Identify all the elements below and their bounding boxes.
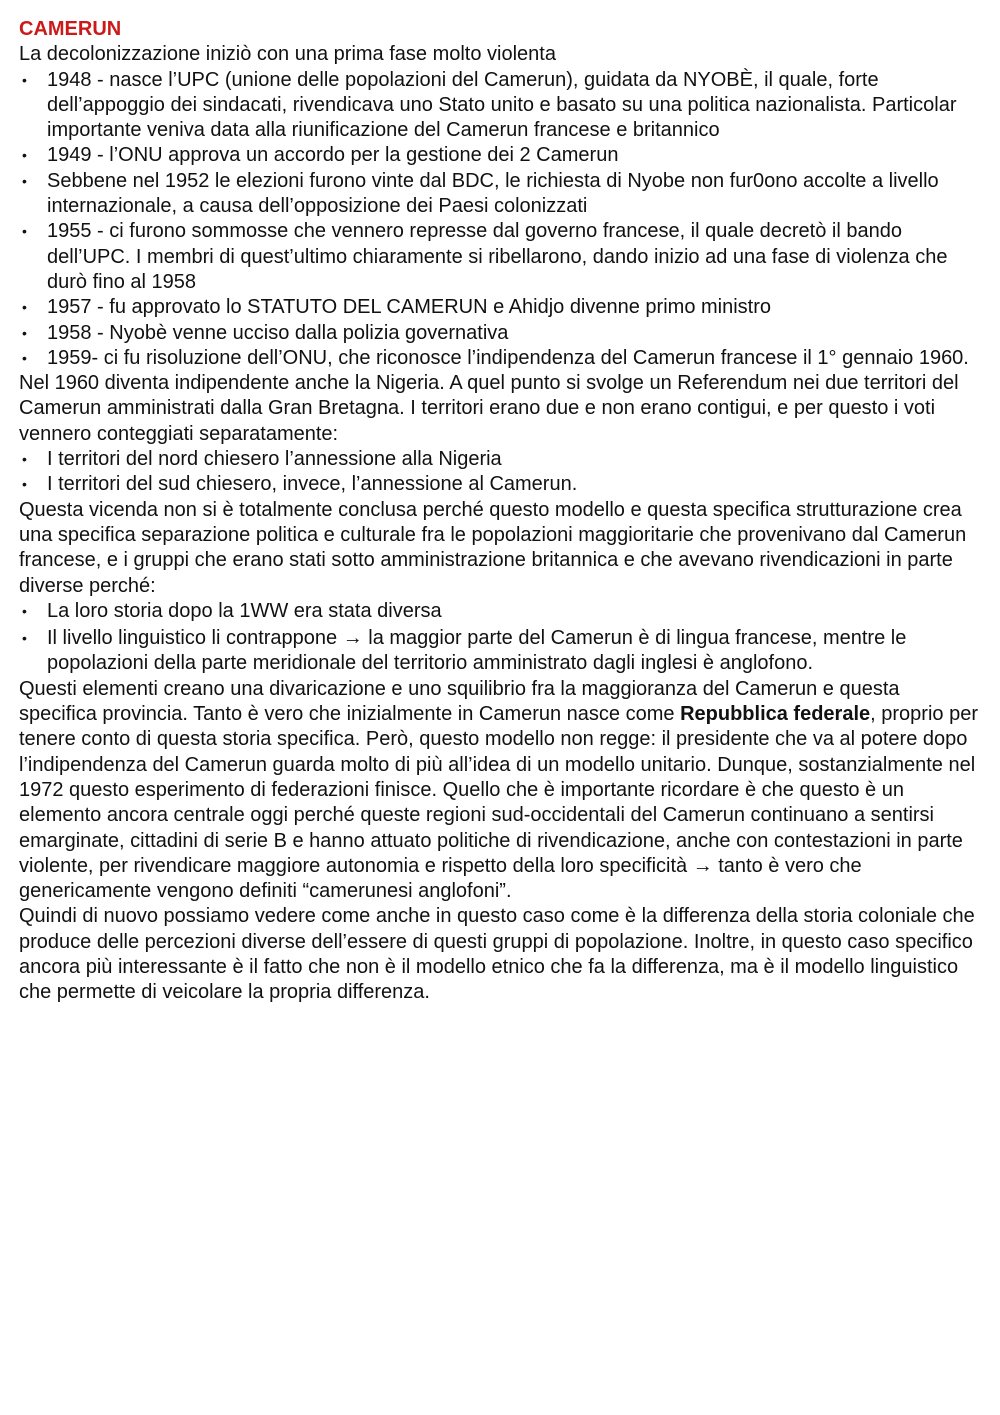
bullet-icon: • — [22, 223, 27, 240]
list-item — [19, 68, 981, 144]
list-item — [19, 472, 981, 497]
list-item-text: 1949 - l’ONU approva un accordo per la gestione dei 2 Camerun — [47, 144, 619, 167]
bullet-icon: • — [22, 71, 27, 88]
list-item — [19, 447, 981, 472]
timeline-list — [19, 68, 981, 372]
list-item-text: 1948 - nasce l’UPC (unione delle popolazioni del Camerun), guidata da NYOBÈ, il quale, forte dell’appoggio dei sindacati, rivendicava uno Stato unito e basato su una politica nazionalista. Particolar importante veniva data alla riunificazione del Camerun francese e britannico — [47, 68, 957, 142]
bullet-icon: • — [22, 602, 27, 619]
bullet-icon: • — [22, 349, 27, 366]
list-item — [19, 321, 981, 346]
list-item-text: 1957 - fu approvato lo STATUTO DEL CAMERUN e Ahidjo divenne primo ministro — [47, 296, 772, 319]
divaricazione-paragraph — [19, 677, 981, 905]
bullet-icon: • — [22, 172, 27, 189]
list-item — [19, 219, 981, 295]
list-item — [19, 169, 981, 220]
list-item-text: 1958 - Nyobè venne ucciso dalla polizia governativa — [47, 321, 509, 344]
bullet-icon: • — [22, 476, 27, 493]
list-item-text: Sebbene nel 1952 le elezioni furono vinte dal BDC, le richiesta di Nyobe non fur0ono accolte a livello internazionale, a causa dell’opposizione dei Paesi colonizzati — [47, 169, 939, 218]
reasons-list — [19, 599, 981, 677]
list-item-text: I territori del sud chiesero, invece, l’annessione al Camerun. — [47, 473, 578, 496]
conclusion-paragraph: Quindi di nuovo possiamo vedere come anche in questo caso come è la differenza della storia coloniale che produce delle percezioni diverse dell’essere di questi gruppi di popolazione. Inoltre, in questo caso specifico ancora più interessante è il fatto che non è il modello etnico che fa la differenza, ma è il modello linguistico che permette di veicolare la propria differenza. — [19, 905, 975, 1004]
bullet-icon: • — [22, 324, 27, 341]
referendum-results-list — [19, 447, 981, 498]
list-item — [19, 346, 981, 371]
document-page — [19, 17, 981, 1006]
bullet-icon: • — [22, 451, 27, 468]
list-item-text: Il livello linguistico li contrappone → la maggior parte del Camerun è di lingua francese, mentre le popolazioni della parte meridionale del territorio amministrato dagli inglesi è anglofono. — [47, 627, 907, 675]
list-item-text: 1955 - ci furono sommosse che vennero represse dal governo francese, il quale decretò il bando dell’UPC. I membri di quest’ultimo chiaramente si ribellarono, dando inizio ad una fase di violenza che durò fino al 1958 — [47, 220, 948, 293]
paragraph-text: Questi elementi creano una divaricazione e uno squilibrio fra la maggioranza del Camerun e questa specifica provincia. Tanto è vero che inizialmente in Camerun nasce come — [19, 677, 900, 726]
list-item-text: La loro storia dopo la 1WW era stata diversa — [47, 599, 442, 622]
intro-paragraph: La decolonizzazione iniziò con una prima fase molto violenta — [19, 43, 556, 66]
bullet-icon: • — [22, 147, 27, 164]
referendum-paragraph: Nel 1960 diventa indipendente anche la Nigeria. A quel punto si svolge un Referendum nei due territori del Camerun amministrati dalla Gran Bretagna. I territori erano due e non erano contigui, e per questo i voti vennero conteggiati separatamente: — [19, 372, 959, 445]
list-item-text: 1959- ci fu risoluzione dell’ONU, che riconosce l’indipendenza del Camerun francese il 1° gennaio 1960. — [47, 346, 969, 369]
list-item — [19, 143, 981, 168]
list-item — [19, 626, 981, 677]
list-item-text: I territori del nord chiesero l’annessione alla Nigeria — [47, 448, 502, 471]
bullet-icon: • — [22, 299, 27, 316]
vicenda-paragraph: Questa vicenda non si è totalmente conclusa perché questo modello e questa specifica strutturazione crea una specifica separazione politica e culturale fra le popolazioni maggioritarie che provenivano dal Camerun francese, e i gruppi che erano stati sotto amministrazione britannica e che avevano rivendicazioni in parte diverse perché: — [19, 498, 967, 597]
list-item — [19, 295, 981, 320]
bold-term: Repubblica federale — [680, 703, 871, 726]
bullet-icon: • — [22, 630, 27, 647]
paragraph-text: , proprio per tenere conto di questa storia specifica. Però, questo modello non regge: il presidente che va al potere dopo l’indipendenza del Camerun guarda molto di più all’idea di un modello unitario. Dunque, sostanzialmente nel 1972 questo esperimento di federazioni finisce. Quello che è importante ricordare è che questo è un elemento ancora centrale oggi perché queste regioni sud-occidentali del Camerun continuano a sentirsi emarginate, cittadini di serie B e hanno attuato politiche di rivendicazione, anche con contestazioni in parte violente, per rivendicare maggiore autonomia e rispetto della loro specificità → tanto è vero che genericamente vengono definiti “camerunesi anglofoni”. — [19, 703, 978, 903]
list-item — [19, 599, 981, 624]
document-title: CAMERUN — [19, 18, 122, 40]
